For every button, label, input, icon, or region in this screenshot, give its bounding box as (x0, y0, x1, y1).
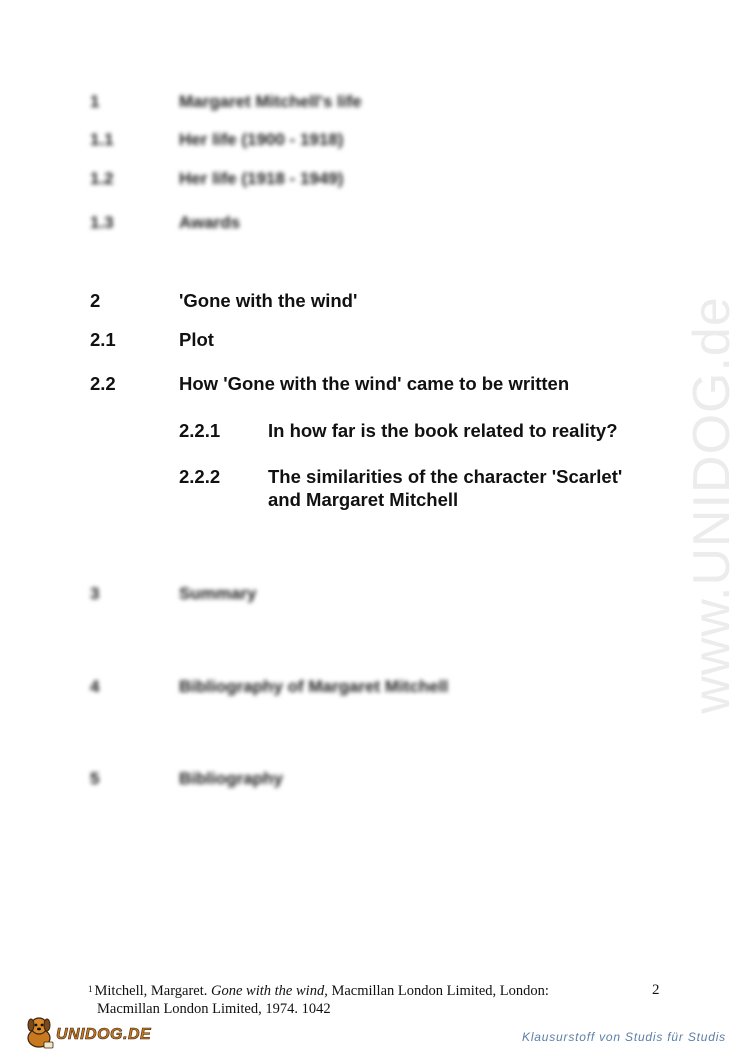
toc-number: 1.1 (90, 130, 114, 149)
toc-title: The similarities of the character 'Scarlet' (268, 466, 623, 487)
toc-title: Bibliography of Margaret Mitchell (179, 677, 449, 696)
toc-number: 3 (90, 584, 100, 603)
footnote-publisher: , Macmillan London Limited, London: (324, 983, 549, 999)
toc-title: 'Gone with the wind' (179, 290, 358, 311)
footnote (88, 982, 608, 1018)
toc-number: 1.3 (90, 213, 114, 232)
watermark: www.UNIDOG.de (683, 296, 741, 714)
toc-number: 1 (90, 92, 100, 111)
toc-title: Summary (179, 584, 257, 603)
toc-number: 4 (90, 677, 100, 696)
toc-title: Awards (179, 213, 241, 232)
toc-number: 2.1 (90, 329, 116, 350)
toc-number: 1.2 (90, 169, 114, 188)
page-number: 2 (652, 982, 660, 998)
toc-number: 2.2.1 (179, 420, 221, 441)
toc-title: Her life (1900 - 1918) (179, 130, 344, 149)
toc-title: Bibliography (179, 769, 283, 788)
footnote-line2: Macmillan London Limited, 1974. 1042 (97, 1001, 331, 1017)
toc-title: Plot (179, 329, 214, 350)
toc-title: Margaret Mitchell's life (179, 92, 362, 111)
toc-number: 2 (90, 290, 101, 311)
toc-number: 2.2 (90, 373, 116, 394)
dog-mascot-icon (22, 1014, 56, 1050)
slogan: Klausurstoff von Studis für Studis (522, 1030, 726, 1044)
toc-number: 2.2.2 (179, 466, 221, 487)
footnote-marker: 1 (88, 984, 93, 994)
footnote-book-title: Gone with the wind (211, 983, 325, 999)
footnote-author: Mitchell, Margaret. (94, 983, 208, 999)
unidog-logo (22, 1012, 162, 1052)
toc-title: In how far is the book related to reality? (268, 420, 618, 441)
toc-title: Her life (1918 - 1949) (179, 169, 344, 188)
toc-title-continued: and Margaret Mitchell (268, 489, 459, 510)
toc-title: How 'Gone with the wind' came to be written (179, 373, 570, 394)
logo-text: UNIDOG.DE (56, 1026, 152, 1043)
toc-number: 5 (90, 769, 100, 788)
